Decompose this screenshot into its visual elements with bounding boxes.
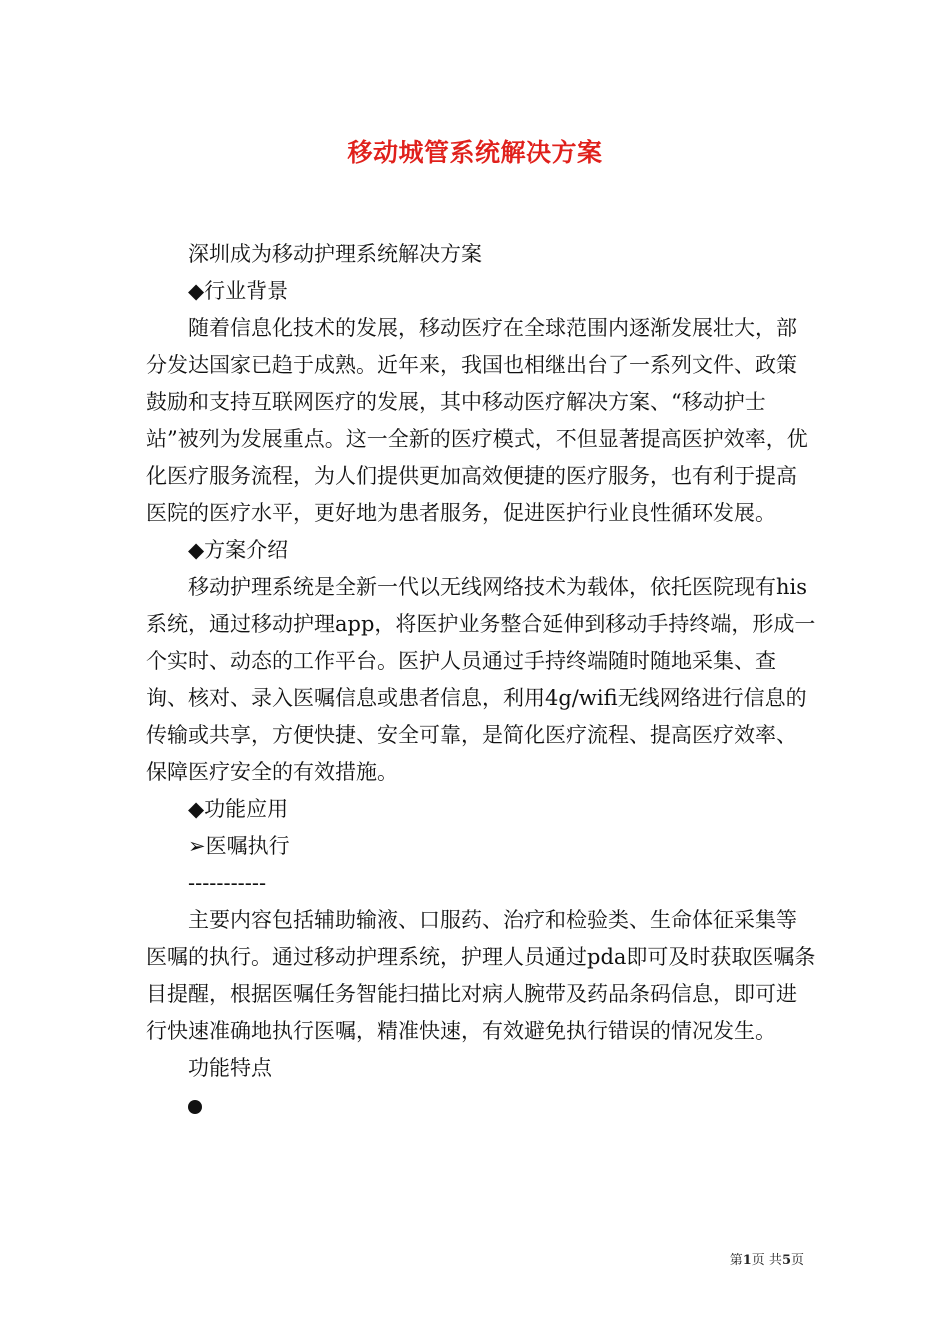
document-body	[146, 236, 816, 1124]
footer-prefix: 第	[729, 1253, 743, 1268]
diamond-bullet-icon: ◆	[188, 538, 205, 562]
section-heading-text: 方案介绍	[204, 538, 289, 562]
subsection-heading-order-execution	[146, 828, 816, 865]
section-heading-industry-background	[146, 273, 816, 310]
paragraph-solution-intro: 移动护理系统是全新一代以无线网络技术为载体，依托医院现有his系统，通过移动护理app，将医护业务整合延伸到移动手持终端，形成一个实时、动态的工作平台。医护人员通过手持终端随时随地采集、查询、核对、录入医嘱信息或患者信息，利用4g/wifi无线网络进行信息的传输或共享，方便快捷、安全可靠，是简化医疗流程、提高医疗效率、保障医疗安全的有效措施。	[146, 575, 816, 784]
section-heading-solution-intro	[146, 532, 816, 569]
diamond-bullet-icon: ◆	[188, 797, 205, 821]
diamond-bullet-icon: ◆	[188, 279, 205, 303]
paragraph-order-execution: 主要内容包括辅助输液、口服药、治疗和检验类、生命体征采集等医嘱的执行。通过移动护理系统，护理人员通过pda即可及时获取医嘱条目提醒，根据医嘱任务智能扫描比对病人腕带及药品条码信息，即可进行快速准确地执行医嘱，精准快速，有效避免执行错误的情况发生。	[146, 908, 816, 1043]
footer-middle: 页 共	[751, 1253, 782, 1268]
feature-heading: 功能特点	[188, 1056, 272, 1080]
footer-current-page: 1	[742, 1253, 752, 1268]
footer-total-pages: 5	[781, 1253, 791, 1268]
arrow-bullet-icon: ➢	[188, 834, 206, 858]
document-subtitle: 深圳成为移动护理系统解决方案	[188, 242, 482, 266]
section-heading-functions	[146, 791, 816, 828]
empty-bullet-item	[146, 1087, 816, 1124]
paragraph-industry-background: 随着信息化技术的发展，移动医疗在全球范围内逐渐发展壮大，部分发达国家已趋于成熟。近年来，我国也相继出台了一系列文件、政策鼓励和支持互联网医疗的发展，其中移动医疗解决方案、“移动护士站”被列为发展重点。这一全新的医疗模式，不但显著提高医护效率，优化医疗服务流程，为人们提供更加高效便捷的医疗服务，也有利于提高医院的医疗水平，更好地为患者服务，促进医护行业良性循环发展。	[146, 316, 808, 525]
section-heading-text: 行业背景	[204, 279, 289, 303]
section-heading-text: 功能应用	[204, 797, 289, 821]
round-bullet-icon	[188, 1100, 202, 1114]
separator-line: -----------	[188, 871, 267, 895]
page-title: 移动城管系统解决方案	[347, 138, 603, 167]
page-footer	[730, 1249, 804, 1268]
subsection-heading-text: 医嘱执行	[205, 834, 290, 858]
footer-suffix: 页	[790, 1253, 804, 1268]
